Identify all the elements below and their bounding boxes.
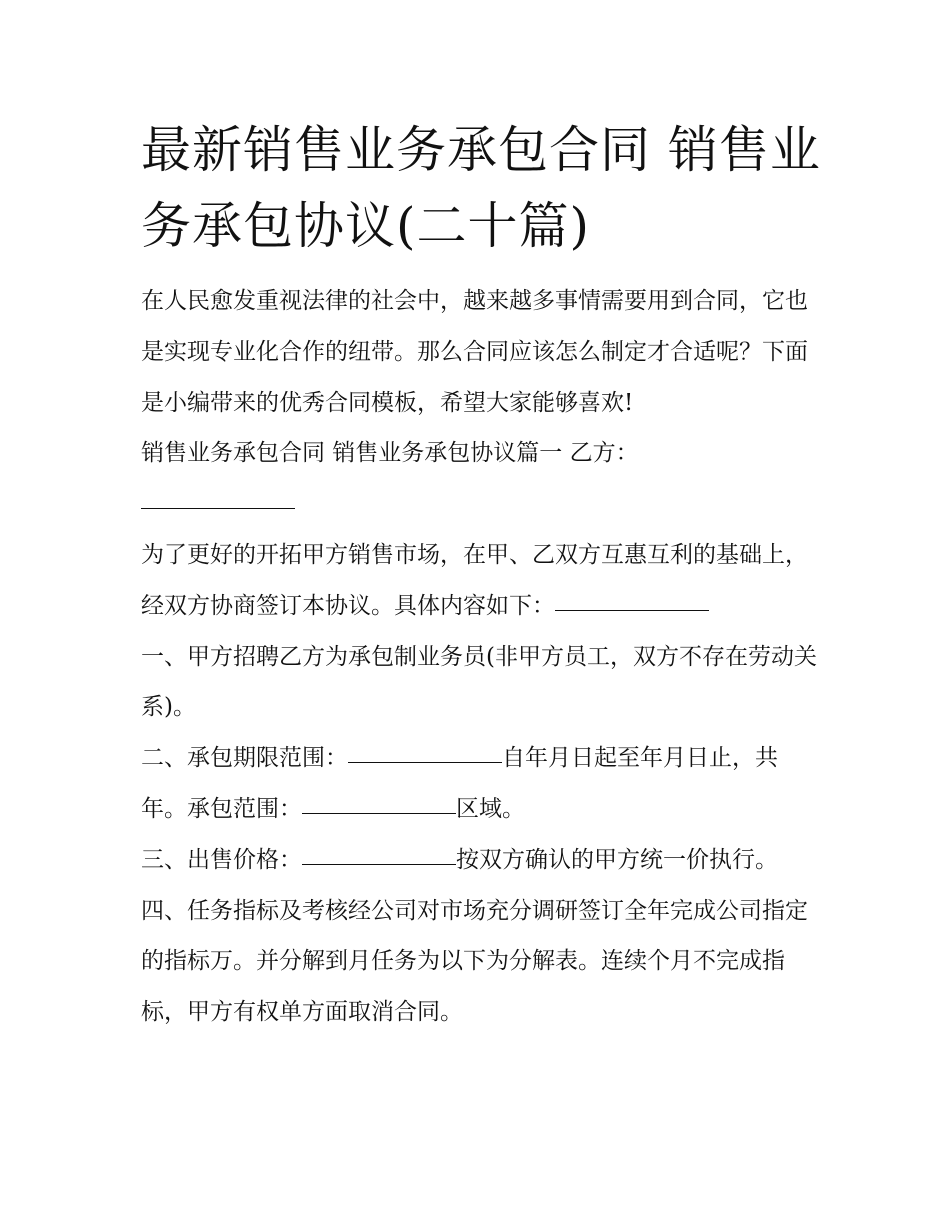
document-title: 最新销售业务承包合同 销售业务承包协议(二十篇) (141, 121, 821, 255)
clause-2-text-c: 区域。 (456, 795, 525, 822)
section-heading: 销售业务承包合同 销售业务承包协议篇一 乙方： (141, 440, 639, 467)
intro-paragraph: 在人民愈发重视法律的社会中，越来越多事情需要用到合同，它也是实现专业化合作的纽带。那么合同应该怎么制定才合适呢？下面是小编带来的优秀合同模板，希望大家能够喜欢! (141, 288, 808, 416)
blank-line-paragraph (141, 479, 821, 530)
fill-in-blank (348, 761, 502, 763)
clause-3-text-a: 三、出售价格： (141, 846, 302, 873)
fill-in-blank (555, 609, 709, 611)
clause-4: 四、任务指标及考核经公司对市场充分调研签订全年完成公司指定的指标万。并分解到月任务为以下为分解表。连续个月不完成指标，甲方有权单方面取消合同。 (141, 897, 808, 1026)
document-body (141, 276, 821, 1038)
clause-3-text-b: 按双方确认的甲方统一价执行。 (456, 846, 778, 873)
clause-3 (141, 835, 821, 886)
clause-1: 一、甲方招聘乙方为承包制业务员(非甲方员工，双方不存在劳动关系)。 (141, 643, 817, 721)
clause-2-text-a: 二、承包期限范围： (141, 745, 348, 772)
fill-in-blank (141, 507, 295, 509)
fill-in-blank (302, 863, 456, 865)
purpose-text: 为了更好的开拓甲方销售市场，在甲、乙双方互惠互利的基础上，经双方协商签订本协议。具体内容如下： (141, 541, 808, 619)
clause-2-text-b: 自年月日起至年月日止，共年。承包范围： (141, 745, 778, 822)
clause-2 (141, 733, 821, 835)
purpose-paragraph (141, 530, 821, 632)
fill-in-blank (302, 812, 456, 814)
